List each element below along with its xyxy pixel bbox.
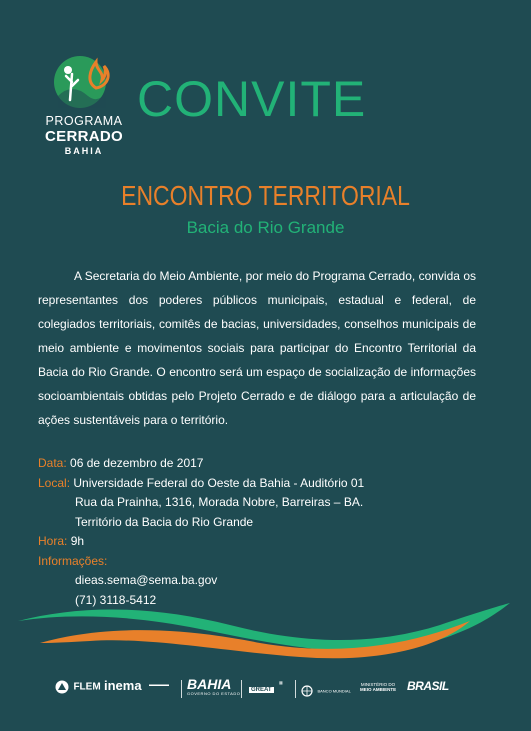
local-line2: Rua da Prainha, 1316, Morada Nobre, Barreiras – BA.	[75, 495, 364, 509]
bahia-sub-text: GOVERNO DO ESTADO	[187, 691, 241, 696]
info-row	[38, 552, 364, 572]
bahia-logo	[187, 677, 240, 696]
inema-logo: inema	[104, 678, 142, 693]
flem-circle-icon	[55, 680, 69, 694]
inema-sub-text: ▬▬▬▬	[149, 682, 169, 688]
logo-text-bahia: BAHIA	[64, 146, 104, 156]
decorative-wave	[0, 585, 531, 665]
logo-text-programa: PROGRAMA	[45, 114, 123, 128]
globe-icon	[301, 685, 313, 697]
logo-text-cerrado: CERRADO	[45, 128, 123, 145]
local-line1: Universidade Federal do Oeste da Bahia - Auditório 01	[73, 475, 365, 490]
email-link[interactable]: dieas.sema@sema.ba.gov	[75, 573, 218, 587]
date-label: Data:	[38, 456, 67, 470]
footer-logos	[55, 678, 465, 700]
meio-ambiente-text: MEIO AMBIENTE	[360, 687, 397, 692]
flem-text: FLEM	[73, 681, 101, 693]
logo-separator	[241, 680, 242, 698]
date-row	[38, 454, 364, 474]
gov-seal-icon: ▦	[279, 680, 283, 685]
date-value: 06 de dezembro de 2017	[70, 456, 204, 470]
info-label: Informações:	[38, 553, 108, 568]
banco-text: BANCO MUNDIAL	[317, 688, 351, 694]
page-title: CONVITE	[137, 71, 367, 127]
event-title: ENCONTRO TERRITORIAL	[121, 180, 410, 211]
logo-separator	[295, 680, 296, 698]
phone-number: (71) 3118-5412	[75, 592, 157, 607]
hora-value: 9h	[70, 534, 85, 548]
event-subtitle: Bacia do Rio Grande	[186, 218, 345, 237]
logo-separator	[181, 680, 182, 698]
hora-label: Hora:	[38, 534, 68, 548]
ministerio-text: MINISTÉRIO DO	[360, 682, 396, 687]
local-row	[38, 474, 364, 494]
bahia-text: BAHIA	[187, 676, 232, 692]
invitation-paragraph: A Secretaria do Meio Ambiente, por meio do Programa Cerrado, convida os representantes dos poderes públicos municipais, estadual e federal, de colegiados territoriais, comitês de bacias, universidades, conselhos municipais de meio ambiente e movimentos sociais para participar do Encontro Territorial da Bacia do Rio Grande. O encontro será um espaço de socialização de informações socioambientais obtidas pelo Projeto Cerrado e de diálogo para a articulação de ações sustentáveis para o território.	[38, 269, 476, 427]
great-text: GREAT	[251, 687, 272, 693]
local-label: Local:	[38, 475, 71, 490]
programa-cerrado-logo	[34, 52, 134, 157]
flem-logo	[55, 678, 101, 696]
great-logo	[249, 678, 274, 696]
ministerio-logo	[360, 682, 396, 692]
local-line3: Território da Bacia do Rio Grande	[75, 514, 254, 529]
banco-mundial-logo	[301, 682, 351, 700]
cerrado-emblem-icon	[52, 52, 116, 112]
brasil-logo: BRASIL	[407, 679, 449, 693]
hora-row	[38, 532, 364, 552]
